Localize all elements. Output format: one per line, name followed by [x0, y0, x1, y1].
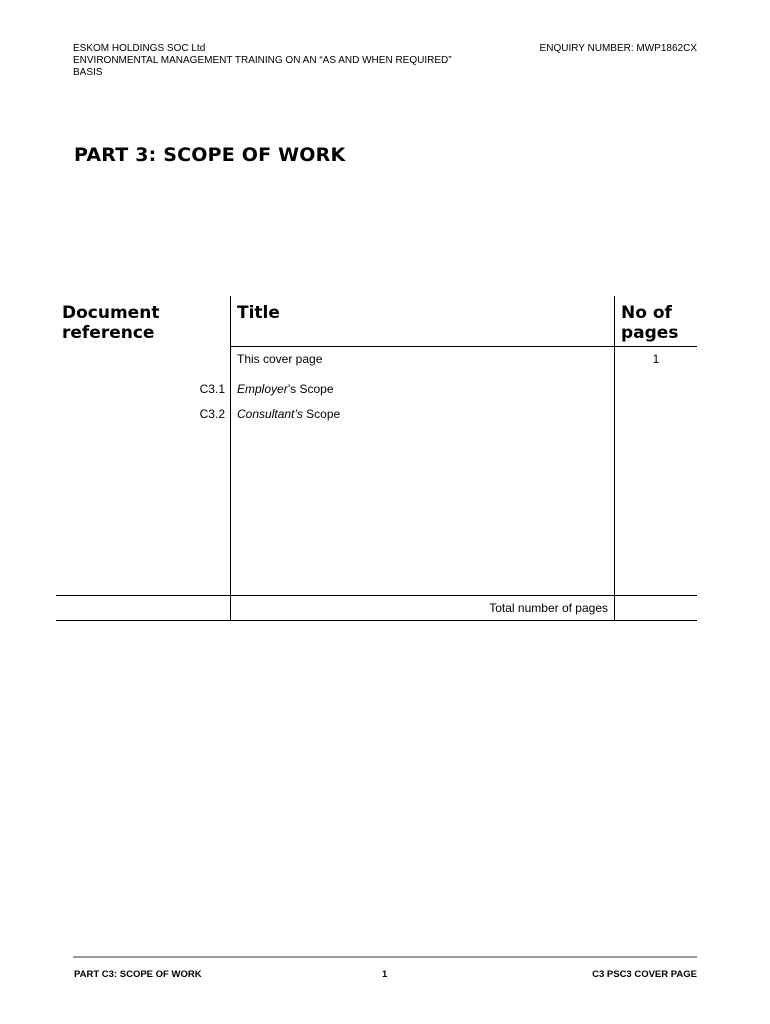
table-row-c31-ref: C3.1	[199, 382, 225, 396]
column-header-ref-line1: Document	[62, 303, 160, 323]
table-bottom-line	[56, 620, 697, 621]
footer-right: C3 PSC3 COVER PAGE	[592, 969, 697, 980]
table-row-c31-title-rest: ’s Scope	[287, 382, 334, 396]
table-row-c31-title	[237, 382, 334, 396]
table-row-cover-title: This cover page	[237, 352, 323, 366]
column-header-no-of-pages	[621, 303, 678, 343]
total-pages-label: Total number of pages	[489, 601, 608, 615]
column-header-pages-line1: No of	[621, 303, 672, 323]
table-divider-ref-title	[230, 296, 231, 621]
column-header-pages-line2: pages	[621, 323, 679, 343]
table-row-c31-title-italic: Employer	[237, 382, 288, 396]
project-title-line1: ENVIRONMENTAL MANAGEMENT TRAINING ON AN “AS AND WHEN REQUIRED”	[73, 55, 452, 66]
table-row-c32-title	[237, 407, 340, 421]
table-divider-title-pages	[614, 296, 615, 621]
footer-divider	[73, 956, 697, 958]
table-row-cover-pages: 1	[652, 352, 660, 366]
page-number: 1	[382, 969, 388, 980]
table-row-c32-title-rest: Scope	[302, 407, 341, 421]
table-row-c32-title-italic: Consultant’s	[237, 407, 303, 421]
part-title: PART 3: SCOPE OF WORK	[74, 144, 346, 166]
table-row-c32-ref: C3.2	[199, 407, 225, 421]
enquiry-number: ENQUIRY NUMBER: MWP1862CX	[539, 43, 697, 54]
project-title-line2: BASIS	[73, 67, 103, 78]
column-header-document-reference	[62, 303, 159, 343]
document-header	[73, 43, 493, 79]
table-total-top-line	[56, 595, 697, 596]
footer-left: PART C3: SCOPE OF WORK	[74, 969, 202, 980]
column-header-ref-line2: reference	[62, 323, 155, 343]
table-header-underline	[230, 346, 697, 347]
company-name: ESKOM HOLDINGS SOC Ltd	[73, 43, 206, 54]
column-header-title: Title	[237, 303, 280, 323]
